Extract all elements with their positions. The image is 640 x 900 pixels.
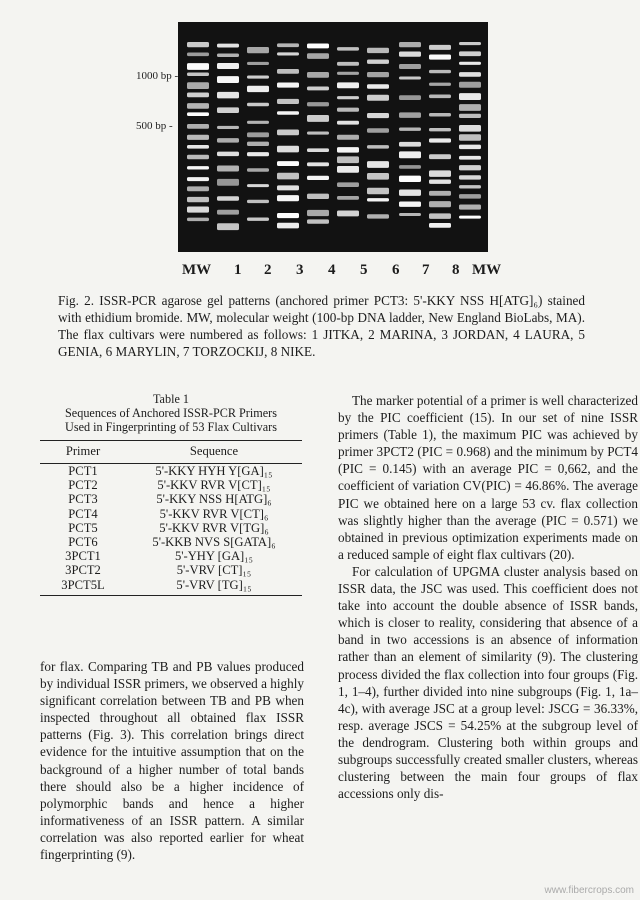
- gel-band: [217, 107, 239, 113]
- gel-band: [337, 147, 359, 153]
- gel-band: [187, 93, 209, 98]
- gel-band: [217, 210, 239, 215]
- table-title-line: Used in Fingerprinting of 53 Flax Cultivars: [65, 420, 277, 434]
- gel-band: [217, 223, 239, 230]
- gel-band: [187, 166, 209, 169]
- primer-cell: 3PCT1: [65, 549, 101, 564]
- gel-band: [337, 108, 359, 112]
- gel-band: [337, 166, 359, 173]
- gel-band: [187, 63, 209, 70]
- primer-cell: PCT2: [68, 478, 98, 493]
- gel-band: [307, 162, 329, 166]
- gel-band: [247, 103, 269, 107]
- gel-band: [217, 126, 239, 129]
- primer-cell: 3PCT2: [65, 563, 101, 578]
- marker-500bp-label: 500 bp -: [136, 120, 173, 132]
- gel-band: [307, 148, 329, 152]
- gel-figure: [136, 14, 488, 252]
- gel-band: [307, 131, 329, 134]
- gel-band: [429, 179, 451, 183]
- gel-band: [459, 104, 481, 111]
- gel-band: [399, 112, 421, 117]
- gel-band: [399, 64, 421, 69]
- gel-band: [217, 76, 239, 83]
- gel-band: [367, 161, 389, 168]
- body-text-right-column: [338, 392, 638, 802]
- gel-band: [429, 83, 451, 86]
- gel-band: [217, 166, 239, 172]
- gel-band: [217, 44, 239, 48]
- gel-band: [367, 145, 389, 149]
- gel-band: [459, 62, 481, 65]
- gel-band: [429, 213, 451, 218]
- gel-band: [187, 155, 209, 159]
- gel-band: [367, 95, 389, 101]
- table-row: [40, 478, 302, 492]
- gel-band: [459, 175, 481, 179]
- gel-band: [399, 95, 421, 100]
- gel-band: [307, 72, 329, 78]
- gel-band: [429, 45, 451, 50]
- gel-band: [187, 197, 209, 202]
- gel-band: [277, 111, 299, 114]
- gel-image: [178, 22, 488, 252]
- gel-band: [337, 182, 359, 187]
- table-title: [40, 392, 302, 434]
- gel-band: [247, 132, 269, 137]
- gel-band: [277, 223, 299, 229]
- lane-label: MW: [472, 262, 502, 278]
- gel-band: [217, 92, 239, 98]
- gel-band: [187, 42, 209, 47]
- gel-band: [187, 103, 209, 109]
- table-row: [40, 492, 302, 506]
- gel-band: [399, 202, 421, 207]
- gel-band: [459, 134, 481, 140]
- gel-band: [337, 210, 359, 216]
- gel-band: [277, 173, 299, 180]
- gel-band: [187, 177, 209, 181]
- gel-band: [187, 186, 209, 191]
- gel-band: [247, 62, 269, 65]
- primer-cell: 3PCT5L: [40, 578, 126, 596]
- table-row: [40, 507, 302, 521]
- lane-label: 8: [452, 262, 460, 278]
- gel-band: [247, 142, 269, 146]
- gel-band: [247, 121, 269, 124]
- sequence-cell: 5'-VRV [CT]₁₅: [176, 563, 252, 578]
- paragraph: The marker potential of a primer is well characterized by the PIC coefficient (15). In our set of nine ISSR primers (Table 1), the maximum PIC was achieved by primer 3PCT2 (PIC = 0.968) and the minimum by PCT4 (PIC = 0.145) with an average PIC = 0,662, and the coefficient of variation CV(PIC) = 46.86%. The average PIC we obtained here on a large 53 cv. flax collection was slightly higher than the average (PIC = 0.571) we obtained in previous optimization experiments made on a reduced sample of eight flax cultivars (20).: [338, 393, 638, 562]
- gel-band: [307, 176, 329, 180]
- gel-band: [399, 51, 421, 56]
- sequence-cell: 5'-KKV RVR V[CT]₆: [159, 506, 269, 521]
- gel-band: [399, 176, 421, 182]
- gel-band: [459, 51, 481, 56]
- gel-band: [399, 151, 421, 158]
- lane-label: 4: [328, 262, 336, 278]
- gel-band: [277, 43, 299, 47]
- gel-band: [217, 152, 239, 157]
- gel-band: [367, 84, 389, 89]
- gel-band: [367, 188, 389, 194]
- gel-band: [247, 152, 269, 156]
- gel-band: [277, 99, 299, 104]
- primer-cell: PCT3: [68, 492, 98, 507]
- gel-band: [187, 112, 209, 116]
- sequence-cell: 5'-YHY [GA]₁₅: [174, 549, 254, 564]
- gel-band: [459, 216, 481, 219]
- lane-label: 6: [392, 262, 400, 278]
- sequence-cell: 5'-VRV [TG]₁₅: [126, 578, 302, 596]
- gel-band: [337, 82, 359, 88]
- marker-1000bp-label: 1000 bp -: [136, 70, 179, 82]
- gel-band: [367, 48, 389, 53]
- gel-band: [307, 44, 329, 49]
- gel-band: [367, 214, 389, 218]
- gel-band: [337, 156, 359, 163]
- gel-band: [429, 113, 451, 116]
- gel-band: [367, 72, 389, 77]
- gel-band: [337, 62, 359, 66]
- gel-band: [307, 210, 329, 216]
- gel-band: [307, 194, 329, 199]
- gel-band: [399, 189, 421, 195]
- lane-label: MW: [182, 262, 212, 278]
- gel-band: [247, 184, 269, 187]
- gel-band: [277, 69, 299, 74]
- paragraph: for flax. Comparing TB and PB values produced by individual ISSR primers, we observed a highly significant correlation between TB and PB when inspected throughout all obtained flax ISSR patterns (Fig. 3). This correlation brings direct evidence for the intuitive assumption that on the background of a higher number of total bands there should also be a higher incidence of polymorphic bands and hence a higher informativeness of an ISSR pattern. A similar correlation was also reported earlier for wheat fingerprinting (9).: [40, 659, 304, 863]
- gel-band: [459, 156, 481, 160]
- lane-label: 3: [296, 262, 304, 278]
- gel-band: [399, 76, 421, 79]
- gel-band: [399, 213, 421, 216]
- gel-band: [337, 72, 359, 75]
- gel-band: [367, 173, 389, 180]
- gel-band: [247, 200, 269, 203]
- gel-band: [277, 130, 299, 136]
- gel-band: [367, 113, 389, 118]
- table-row: [40, 521, 302, 535]
- table-row: [40, 578, 302, 596]
- gel-band: [429, 95, 451, 99]
- gel-band: [307, 115, 329, 122]
- gel-band: [429, 170, 451, 177]
- gel-band: [187, 135, 209, 140]
- gel-band: [337, 47, 359, 50]
- gel-band: [367, 128, 389, 133]
- gel-band: [429, 128, 451, 131]
- gel-band: [247, 217, 269, 220]
- gel-band: [247, 168, 269, 172]
- gel-band: [277, 161, 299, 166]
- primer-cell: PCT6: [68, 535, 98, 550]
- table-title-line: Sequences of Anchored ISSR-PCR Primers: [65, 406, 277, 420]
- gel-band: [277, 146, 299, 153]
- gel-band: [399, 128, 421, 131]
- gel-band: [429, 70, 451, 73]
- gel-band: [307, 53, 329, 59]
- sequence-cell: 5'-KKB NVS S[GATA]₆: [152, 535, 276, 550]
- sequence-cell: 5'-KKY NSS H[ATG]₆: [156, 492, 272, 507]
- gel-band: [187, 73, 209, 76]
- gel-band: [187, 52, 209, 56]
- sequence-cell: 5'-KKV RVR V[CT]₁₅: [157, 478, 271, 493]
- gel-band: [217, 54, 239, 58]
- gel-band: [337, 96, 359, 99]
- figure-caption: Fig. 2. ISSR-PCR agarose gel patterns (anchored primer PCT3: 5'-KKY NSS H[ATG]₆) stained with ethidium bromide. MW, molecular weight (100-bp DNA ladder, New England BioLabs, MA). The flax cultivars were numbered as follows: 1 JITKA, 2 MARINA, 3 JORDAN, 4 LAURA, 5 GENIA, 6 MARYLIN, 7 TORZOCKIJ, 8 NIKE.: [58, 293, 585, 359]
- gel-band: [247, 76, 269, 79]
- primer-cell: PCT5: [68, 520, 98, 535]
- gel-band: [217, 179, 239, 186]
- watermark: www.fibercrops.com: [544, 885, 634, 896]
- gel-band: [399, 142, 421, 147]
- column-header-sequence: Sequence: [126, 441, 302, 464]
- gel-band: [277, 195, 299, 201]
- gel-band: [187, 207, 209, 213]
- gel-band: [337, 135, 359, 140]
- gel-band: [277, 185, 299, 190]
- gel-band: [429, 138, 451, 142]
- lane-label: 2: [264, 262, 272, 278]
- sequence-cell: 5'-KKV RVR V[TG]₆: [159, 520, 269, 535]
- gel-band: [459, 42, 481, 45]
- gel-band: [307, 102, 329, 106]
- gel-band: [459, 204, 481, 209]
- gel-band: [247, 86, 269, 92]
- gel-band: [459, 72, 481, 77]
- gel-band: [337, 196, 359, 200]
- column-header-primer: Primer: [40, 441, 126, 464]
- gel-band: [307, 87, 329, 91]
- gel-band: [187, 82, 209, 89]
- gel-band: [459, 125, 481, 132]
- gel-band: [277, 213, 299, 218]
- gel-band: [459, 145, 481, 150]
- table-row: [40, 535, 302, 549]
- gel-band: [459, 93, 481, 100]
- primer-table: [40, 440, 302, 596]
- gel-band: [217, 63, 239, 69]
- gel-band: [459, 82, 481, 88]
- lane-label: 1: [234, 262, 242, 278]
- paragraph: For calculation of UPGMA cluster analysis based on ISSR data, the JSC was used. This coefficient does not take into account the double absence of ISSR bands, which is closer to reality, considering that absence of a band in two accessions is an absence of information rather than an element of similarity (9). The clustering process divided the flax collection into four groups (Fig. 1, 1–4), further divided into nine subgroups (Fig. 1, 1a–4c), with average JSC at a group level: JSCG = 36.33%, resp. average JSCS = 54.25% at the subgroup level of the dendrogram. Clustering both within groups and subgroups successfully created smaller clusters, whereas clustering between the main four groups of flax accessions only dis-: [338, 563, 638, 802]
- table-label: Table 1: [152, 392, 190, 406]
- gel-band: [429, 154, 451, 159]
- gel-band: [307, 219, 329, 223]
- sequence-cell: 5'-KKY HYH Y[GA]₁₅: [155, 464, 273, 478]
- gel-band: [217, 196, 239, 200]
- gel-band: [187, 218, 209, 222]
- gel-band: [459, 185, 481, 188]
- lane-label: 7: [422, 262, 430, 278]
- gel-band: [429, 55, 451, 60]
- gel-band: [367, 198, 389, 201]
- primer-cell: PCT1: [68, 464, 98, 478]
- gel-band: [429, 223, 451, 228]
- table-row: [40, 563, 302, 577]
- table-row: [40, 549, 302, 563]
- gel-band: [459, 114, 481, 118]
- lane-label: 5: [360, 262, 368, 278]
- primer-cell: PCT4: [68, 506, 98, 521]
- gel-band: [399, 42, 421, 47]
- gel-band: [399, 165, 421, 169]
- gel-band: [187, 145, 209, 149]
- body-text-left-column: [40, 658, 304, 863]
- gel-band: [337, 121, 359, 125]
- gel-band: [367, 59, 389, 63]
- gel-band: [277, 82, 299, 87]
- gel-band: [459, 194, 481, 199]
- gel-band: [277, 52, 299, 55]
- gel-band: [217, 138, 239, 142]
- gel-band: [429, 201, 451, 207]
- gel-band: [247, 47, 269, 53]
- table-row: [40, 464, 302, 479]
- gel-band: [429, 191, 451, 196]
- gel-band: [187, 124, 209, 129]
- gel-band: [459, 165, 481, 170]
